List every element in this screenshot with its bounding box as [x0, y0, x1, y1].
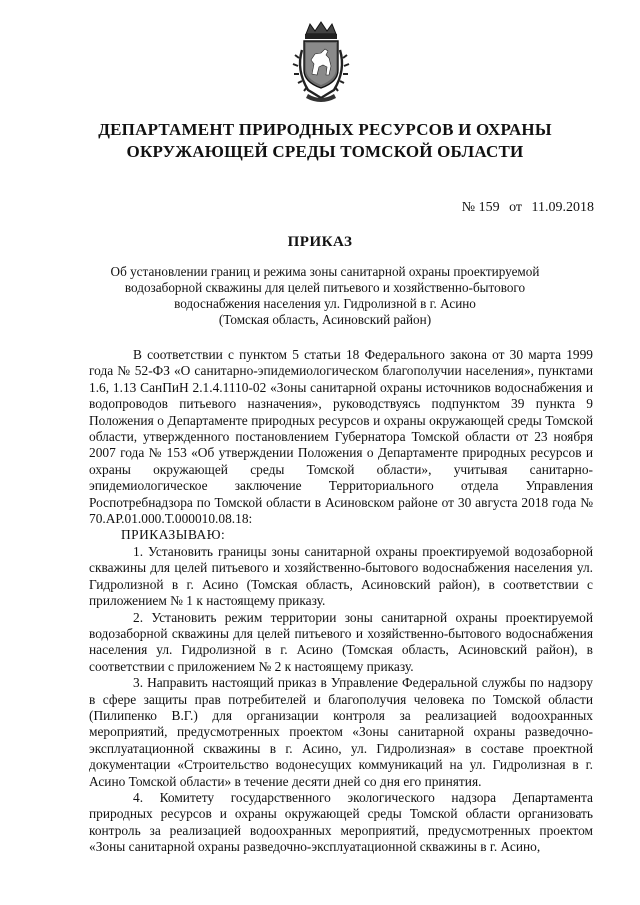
order-title: ПРИКАЗ	[287, 234, 353, 250]
order-item-2: 2. Установить режим территории зоны санитарной охраны проектируемой водозаборной скважины для целей питьевого и хозяйственно-бытового водоснабжения населения ул. Гидролизной в г. Асино (Томская область, Асиновский район), в соответствии с приложением № 2 к настоящему приказу.	[89, 609, 593, 674]
department-name-line-1: ДЕПАРТАМЕНТ ПРИРОДНЫХ РЕСУРСОВ И ОХРАНЫ	[98, 120, 552, 139]
order-item-3: 3. Направить настоящий приказ в Управление Федеральной службы по надзору в сфере защиты прав потребителей и благополучия человека по Томской области (Пилипенко В.Г.) для организации контроля за реализацией водоохранных мероприятий, предусмотренных проектом «Зоны санитарной охраны разведочно-эксплуатационной скважины в г. Асино, ул. Гидролизная» в составе проектной документации «Строительство водонесущих коммуникаций на ул. Гидролизная в г. Асино Томской области» в течение десяти дней со дня его принятия.	[89, 675, 593, 789]
subject-line-1: Об установлении границ и режима зоны санитарной охраны проектируемой	[110, 264, 540, 279]
order-number-date	[462, 199, 594, 217]
order-date-prefix: от	[509, 200, 523, 215]
order-item-1: 1. Установить границы зоны санитарной охраны проектируемой водозаборной скважины для целей питьевого и хозяйственно-бытового водоснабжения населения ул. Гидролизной в г. Асино (Томская область, Асиновский район), в соответствии с приложением № 1 к настоящему приказу.	[89, 543, 593, 609]
order-item-4: 4. Комитету государственного экологического надзора Департамента природных ресурсов и охраны окружающей среды Томской области организовать контроль за реализацией водоохранных мероприятий, предусмотренных проектом «Зоны санитарной охраны разведочно-эксплуатационной скважины в г. Асино,	[89, 789, 593, 855]
order-number: № 159	[461, 200, 500, 215]
department-name	[60, 119, 590, 163]
order-date: 11.09.2018	[531, 200, 594, 215]
department-name-line-2: ОКРУЖАЮЩЕЙ СРЕДЫ ТОМСКОЙ ОБЛАСТИ	[126, 142, 524, 161]
coat-of-arms-icon	[292, 20, 350, 104]
preamble-paragraph: В соответствии с пунктом 5 статьи 18 Федерального закона от 30 марта 1999 года № 52-ФЗ «О санитарно-эпидемиологическом благополучии населения», пунктами 1.6, 1.13 СанПиН 2.1.4.1110-02 «Зоны санитарной охраны источников водоснабжения и водопроводов питьевого назначения», руководствуясь подпунктом 39 пункта 9 Положения о Департаменте природных ресурсов и охраны окружающей среды Томской области, утвержденного постановлением Губернатора Томской области от 23 ноября 2007 года № 153 «Об утверждении Положения о Департаменте природных ресурсов и охраны окружающей среды Томской области», учитывая санитарно-эпидемиологическое заключение Территориального отдела Управления Роспотребнадзора по Томской области в Асиновском районе от 30 августа 2018 года № 70.АР.01.000.Т.000010.08.18:	[89, 347, 593, 527]
order-directive-word: ПРИКАЗЫВАЮ:	[121, 527, 226, 543]
subject-line-2: водозаборной скважины для целей питьевого и хозяйственно-бытового	[124, 280, 526, 295]
subject-line-4: (Томская область, Асиновский район)	[218, 312, 432, 327]
order-body	[89, 347, 593, 856]
subject-line-3: водоснабжения населения ул. Гидролизной в г. Асино	[174, 296, 476, 311]
order-subject	[90, 264, 560, 328]
